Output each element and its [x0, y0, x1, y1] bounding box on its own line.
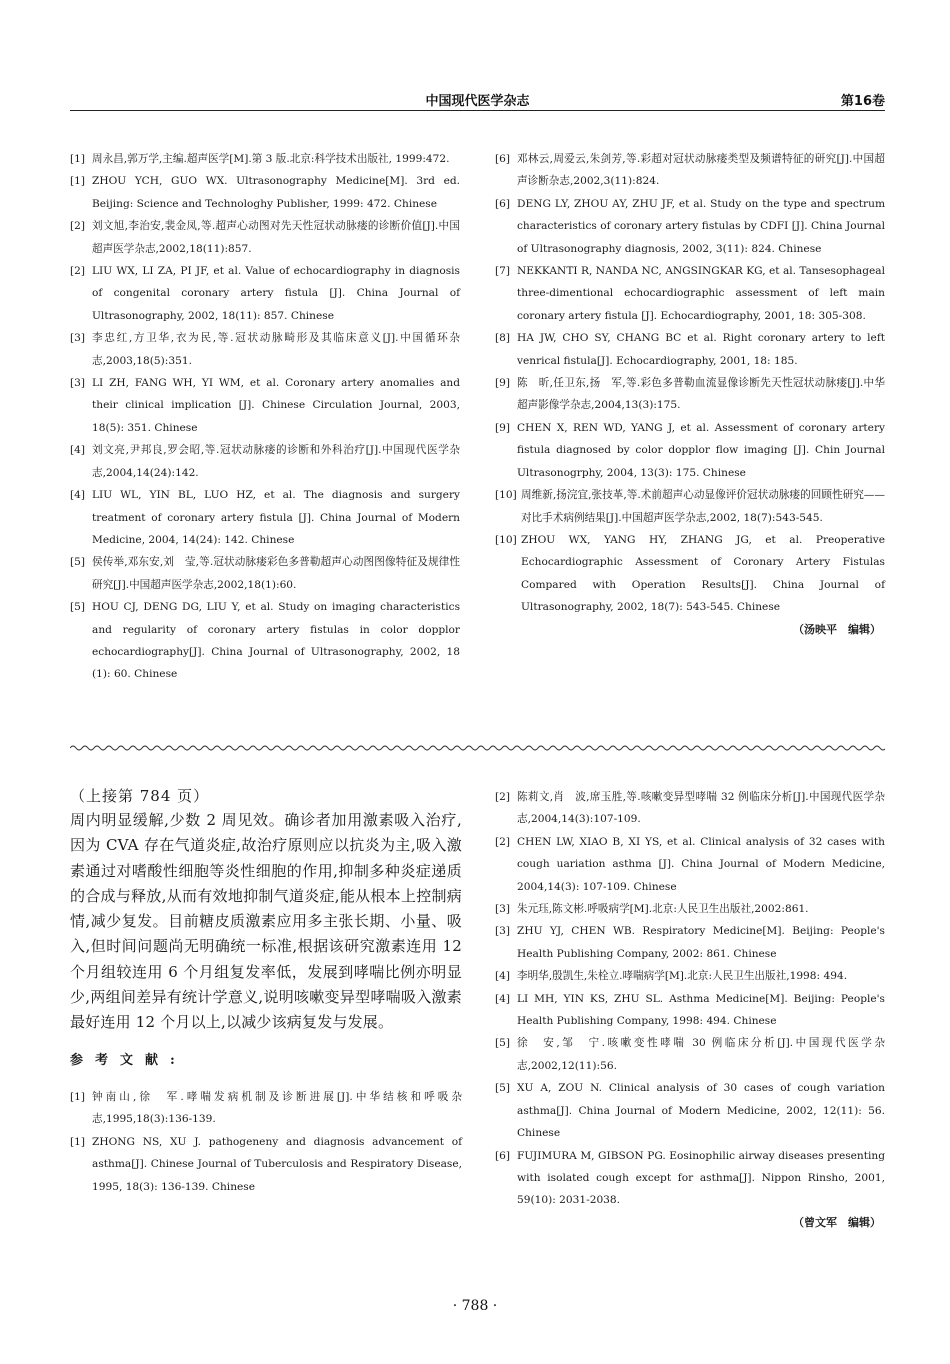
reference-number: [4] [495, 970, 511, 983]
reference-number: [10] [495, 489, 517, 502]
reference-number: [5] [495, 1082, 511, 1095]
reference-number: [9] [495, 377, 511, 390]
reference-text: 周维新,扬浣宜,张技革,等.术前超声心动显像评价冠状动脉瘘的回顾性研究——对比手术病例结果[J].中国超声医学杂志,2002, 18(7):543-545. [521, 489, 885, 524]
reference-item [495, 148, 885, 193]
reference-item [495, 484, 885, 529]
reference-item [495, 1032, 885, 1077]
reference-text: LIU WX, LI ZA, PI JF, et al. Value of echocardiography in diagnosis of congenital coronary artery fistula [J]. China Journal of Ultrasonography, 2002, 18(11): 857. Chinese [92, 265, 460, 322]
reference-item [495, 529, 885, 619]
reference-item [495, 260, 885, 327]
reference-text: NEKKANTI R, NANDA NC, ANGSINGKAR KG, et al. Tansesophageal three-dimentional echocardiographic assessment of left main coronary artery fistula [J]. Echocardiography, 2001, 18: 305-308. [517, 265, 885, 322]
reference-item [70, 215, 460, 260]
reference-item [495, 831, 885, 898]
reference-number: [7] [495, 265, 511, 278]
reference-number: [3] [495, 903, 511, 916]
reference-text: 李明华,殷凯生,朱栓立.哮喘病学[M].北京:人民卫生出版社,1998: 494. [517, 970, 848, 983]
reference-text: LI MH, YIN KS, ZHU SL. Asthma Medicine[M]. Beijing: People's Health Publishing Company, 1998: 494. Chinese [517, 992, 885, 1028]
reference-item [70, 439, 460, 484]
reference-number: [3] [495, 925, 511, 938]
reference-number: [1] [70, 153, 86, 165]
reference-number: [3] [70, 377, 86, 390]
reference-item [495, 327, 885, 372]
reference-text: HA JW, CHO SY, CHANG BC et al. Right coronary artery to left venrical fistula[J]. Echocardiography, 2001, 18: 185. [517, 332, 885, 367]
reference-text: 徐 安,邹 宁.咳嗽变性哮喘 30 例临床分析[J].中国现代医学杂志,2002,12(11):56. [517, 1037, 885, 1072]
reference-text: 侯传举,邓东安,刘 莹,等.冠状动脉瘘彩色多普勒超声心动图图像特征及规律性研究[J].中国超声医学杂志,2002,18(1):60. [92, 556, 460, 591]
reference-item [495, 193, 885, 260]
reference-text: 刘文亮,尹邦良,罗会昭,等.冠状动脉瘘的诊断和外科治疗[J].中国现代医学杂志,2004,14(24):142. [92, 444, 460, 479]
reference-text: 钟南山,徐 军.哮喘发病机制及诊断进展[J].中华结核和呼吸杂志,1995,18(3):136-139. [92, 1091, 462, 1126]
top-left-references [70, 148, 460, 686]
reference-number: [6] [495, 1149, 511, 1162]
reference-item [70, 260, 460, 327]
reference-item [495, 417, 885, 484]
reference-item [70, 372, 460, 439]
reference-number: [4] [495, 992, 511, 1005]
reference-text: CHEN X, REN WD, YANG J, et al. Assessment of coronary artery fistula diagnosed by color dopplor flow imaging [J]. Chin Journal Ultrasonogrphy, 2004, 13(3): 175. Chinese [517, 421, 885, 479]
reference-text: ZHOU YCH, GUO WX. Ultrasonography Medicine[M]. 3rd ed. Beijing: Science and Technologhy Publisher, 1999: 472. Chinese [92, 175, 460, 210]
reference-number: [6] [495, 197, 511, 210]
reference-text: 刘文旭,李治安,裴金凤,等.超声心动图对先天性冠状动脉瘘的诊断价值[J].中国超声医学杂志,2002,18(11):857. [92, 220, 460, 255]
reference-text: LIU WL, YIN BL, LUO HZ, et al. The diagnosis and surgery treatment of coronary artery fistula [J]. China Journal of Modern Medicine, 2004, 14(24): 142. Chinese [92, 489, 460, 546]
editor-credit-2: （曾文军 编辑） [793, 1215, 881, 1229]
reference-number: [5] [70, 556, 86, 569]
reference-number: [1] [70, 1091, 86, 1104]
reference-number: [2] [70, 220, 86, 233]
reference-text: 陈 昕,任卫东,扬 军,等.彩色多普勒血流显像诊断先天性冠状动脉瘘[J].中华超声影像学杂志,2004,13(3):175. [517, 377, 885, 412]
reference-item [70, 551, 460, 596]
reference-number: [2] [70, 265, 86, 278]
page-number: · 788 · [452, 1298, 498, 1314]
reference-number: [5] [495, 1037, 511, 1050]
continued-from-note: （上接第 784 页） [70, 787, 210, 805]
reference-text: ZHOU WX, YANG HY, ZHANG JG, et al. Preoperative Echocardiographic Assessment of Coronary Artery Fistulas Compared with Operation Results[J]. China Journal of Ultrasonography, 2002, 18(7): 543-545. Chinese [521, 533, 885, 614]
reference-text: 陈莉文,肖 波,席玉胜,等.咳嗽变异型哮喘 32 例临床分析[J].中国现代医学杂志,2004,14(3):107-109. [517, 791, 885, 826]
reference-item [70, 170, 460, 215]
reference-item [70, 596, 460, 686]
reference-item [495, 786, 885, 831]
reference-number: [10] [495, 533, 517, 546]
reference-number: [4] [70, 444, 86, 457]
reference-text: ZHU YJ, CHEN WB. Respiratory Medicine[M]. Beijing: People's Health Publishing Company, 2002: 861. Chinese [517, 925, 885, 960]
reference-item [495, 898, 885, 920]
reference-number: [2] [495, 835, 511, 848]
reference-text: 周永昌,郭万学,主编.超声医学[M].第 3 版.北京:科学技术出版社, 1999:472. [92, 153, 450, 165]
reference-text: HOU CJ, DENG DG, LIU Y, et al. Study on imaging characteristics and regularity of coronary artery fistulas in color dopplor echocardiography[J]. China Journal of Ultrasonography, 2002, 18 (1): 60. Chinese [92, 601, 460, 681]
reference-number: [2] [495, 791, 511, 803]
reference-text: 朱元珏,陈文彬.呼吸病学[M].北京:人民卫生出版社,2002:861. [517, 903, 809, 916]
reference-item [495, 920, 885, 965]
reference-item [495, 988, 885, 1033]
bottom-right-references [495, 786, 885, 1234]
reference-item [495, 372, 885, 417]
reference-item [70, 1131, 462, 1198]
reference-number: [1] [70, 175, 86, 188]
reference-number: [9] [495, 421, 511, 434]
running-header [70, 88, 885, 111]
wavy-divider [70, 742, 885, 754]
reference-text: ZHONG NS, XU J. pathogeneny and diagnosis advancement of asthma[J]. Chinese Journal of Tuberculosis and Respiratory Disease, 1995, 18(3): 136-139. Chinese [92, 1135, 462, 1193]
reference-item [495, 1077, 885, 1144]
reference-number: [4] [70, 489, 86, 502]
reference-text: DENG LY, ZHOU AY, ZHU JF, et al. Study on the type and spectrum characteristics of coronary artery fistulas by CDFI [J]. China Journal of Ultrasonography diagnosis, 2002, 3(11): 824. Chinese [517, 197, 885, 255]
reference-text: LI ZH, FANG WH, YI WM, et al. Coronary artery anomalies and their clinical implication [J]. Chinese Circulation Journal, 2003, 18(5): 351. Chinese [92, 377, 460, 434]
reference-text: 邓林云,周爱云,朱剑芳,等.彩超对冠状动脉瘘类型及频谱特征的研究[J].中国超声诊断杂志,2002,3(11):824. [517, 153, 885, 188]
reference-item [70, 484, 460, 551]
reference-number: [1] [70, 1135, 86, 1148]
reference-item [70, 1086, 462, 1131]
reference-text: CHEN LW, XIAO B, XI YS, et al. Clinical analysis of 32 cases with cough uariation asthma [J]. China Journal of Modern Medicine, 2004,14(3): 107-109. Chinese [517, 835, 885, 893]
reference-number: [8] [495, 332, 511, 345]
reference-text: FUJIMURA M, GIBSON PG. Eosinophilic airway diseases presenting with isolated cough except for asthma[J]. Nippon Rinsho, 2001, 59(10): 2031-2038. [517, 1149, 885, 1207]
reference-number: [3] [70, 332, 86, 345]
reference-item [70, 327, 460, 372]
reference-number: [5] [70, 601, 86, 614]
reference-item [495, 1145, 885, 1212]
reference-text: 李忠红,方卫华,衣为民,等.冠状动脉畸形及其临床意义[J].中国循环杂志,2003,18(5):351. [92, 332, 460, 367]
reference-item [70, 148, 460, 170]
top-right-references [495, 148, 885, 641]
wavy-line [70, 746, 885, 750]
bottom-left-column [70, 786, 462, 1198]
reference-text: XU A, ZOU N. Clinical analysis of 30 cases of cough variation asthma[J]. China Journal of Modern Medicine, 2002, 12(11): 56. Chinese [517, 1082, 885, 1140]
journal-title: 中国现代医学杂志 [425, 94, 530, 109]
editor-credit: （汤映平 编辑） [793, 622, 881, 636]
body-paragraph: 周内明显缓解,少数 2 周见效。确诊者加用激素吸入治疗,因为 CVA 存在气道炎症,故治疗原则应以抗炎为主,吸入激素通过对嗜酸性细胞等炎性细胞的作用,抑制多种炎症递质的合成与释放,从而有效地抑制气道炎症,能从根本上控制病情,减少复发。目前糖皮质激素应用多主张长期、小量、吸入,但时间问题尚无明确统一标准,根据该研究激素连用 12 个月组较连用 6 个月组复发率低，发展到哮喘比例亦明显少,两组间差异有统计学意义,说明咳嗽变异型哮喘吸入激素最好连用 12 个月以上,以减少该病复发与发展。 [70, 811, 462, 1032]
volume-label: 第16卷 [840, 94, 885, 109]
reference-number: [6] [495, 153, 511, 165]
references-heading: 参考文献: [70, 1052, 187, 1068]
reference-item [495, 965, 885, 987]
